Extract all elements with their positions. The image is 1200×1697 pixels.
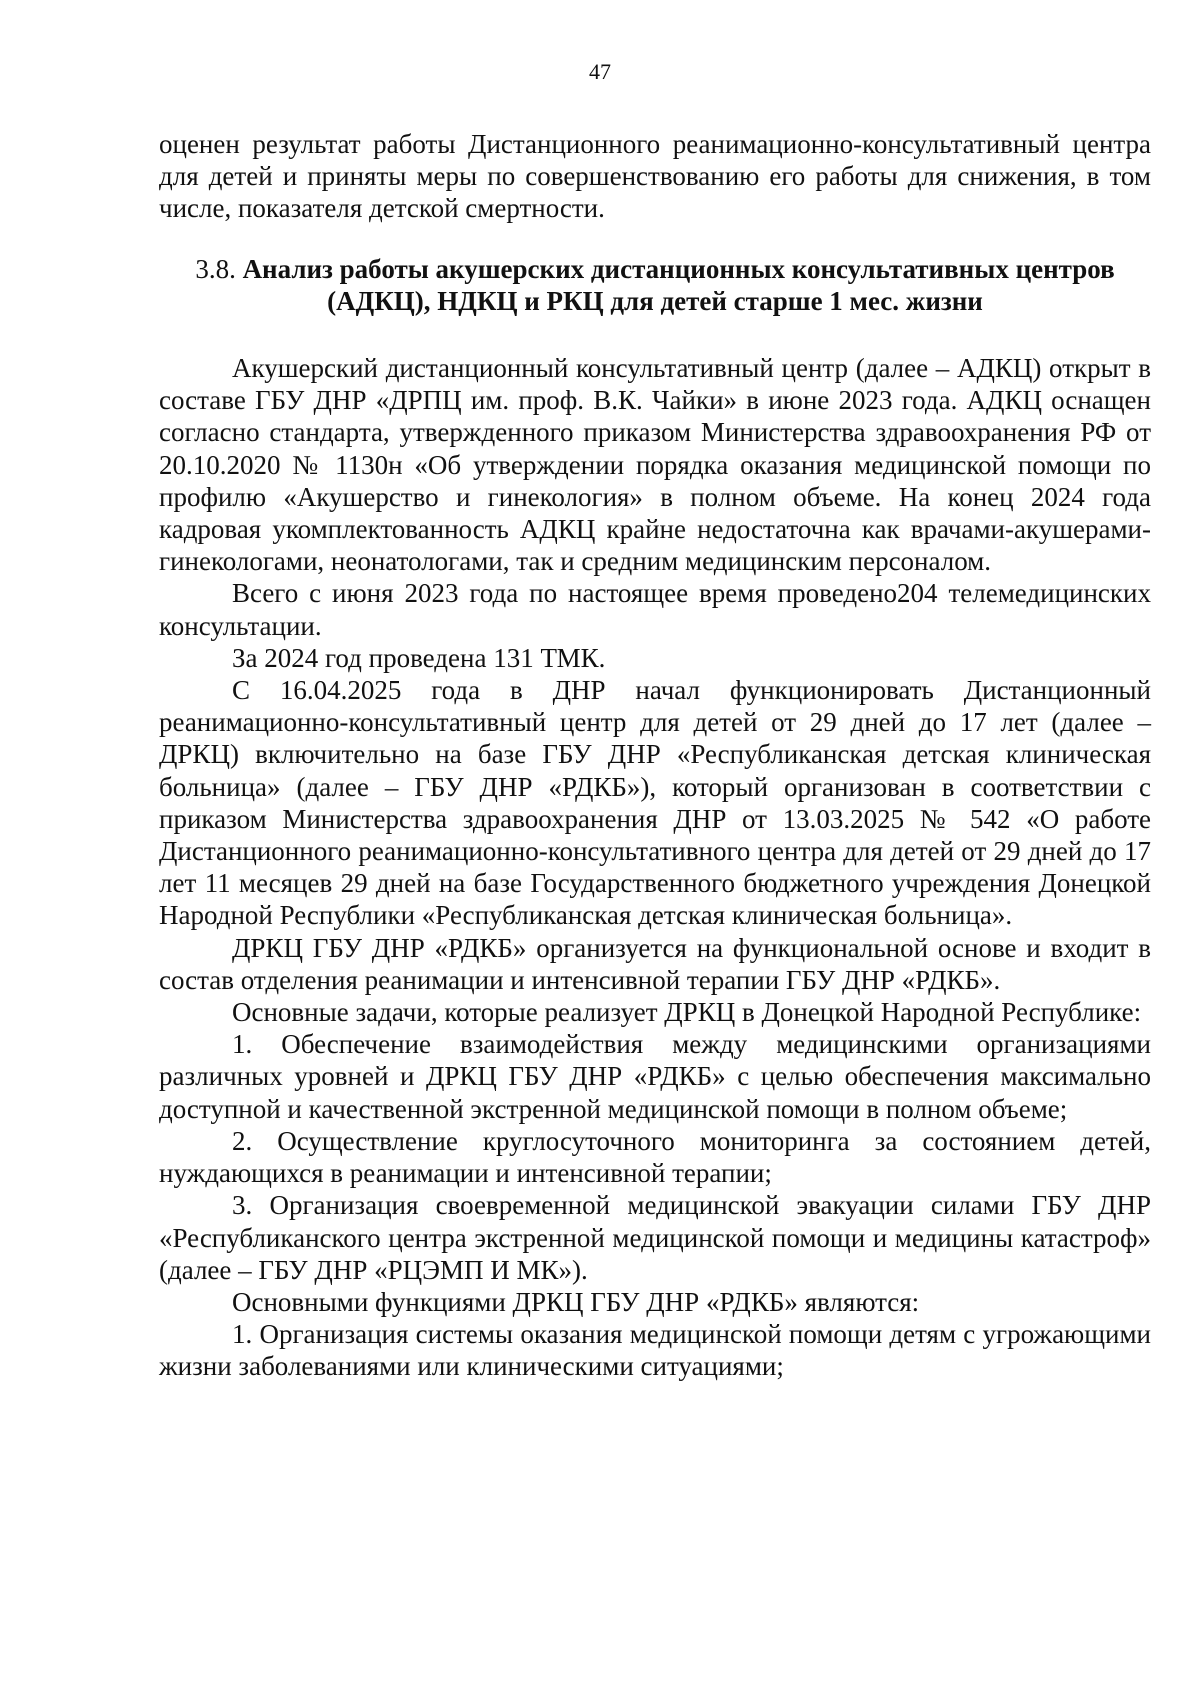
section-number: 3.8. [195,253,243,284]
paragraph-adkc-overview: Акушерский дистанционный консультативный центр (далее – АДКЦ) открыт в составе ГБУ ДНР «ДРПЦ им. проф. В.К. Чайки» в июне 2023 года. АДКЦ оснащен согласно стандарта, утвержденного приказом Министерства здравоохранения РФ от 20.10.2020 № 1130н «Об утверждении порядка оказания медицинской помощи по профилю «Акушерство и гинекология» в полном объеме. На конец 2024 года кадровая укомплектованность АДКЦ крайне недостаточна как врачами-акушерами-гинекологами, неонатологами, так и средним медицинским персоналом. [159,353,1151,577]
paragraph-consultations-total: Всего с июня 2023 года по настоящее время проведено204 телемедицинских консультации. [159,578,1151,641]
paragraph-consultations-2024: За 2024 год проведена 131 ТМК. [232,642,606,673]
paragraph-tasks-intro: Основные задачи, которые реализует ДРКЦ в Донецкой Народной Республике: [232,997,1142,1028]
paragraph-drkc-structure: ДРКЦ ГБУ ДНР «РДКБ» организуется на функциональной основе и входит в состав отделения реанимации и интенсивной терапии ГБУ ДНР «РДКБ». [159,932,1151,995]
section-heading [159,253,1151,317]
list-item-task-2: 2. Осуществление круглосуточного мониторинга за состоянием детей, нуждающихся в реанимации и интенсивной терапии; [159,1125,1151,1189]
intro-paragraph: оценен результат работы Дистанционного реанимационно-консультативный центра для детей и приняты меры по совершенствованию его работы для снижения, в том числе, показателя детской смертности. [159,129,1151,224]
paragraph-drkc-launch: С 16.04.2025 года в ДНР начал функционировать Дистанционный реанимационно-консультативный центр для детей от 29 дней до 17 лет (далее – ДРКЦ) включительно на базе ГБУ ДНР «Республиканская детская клиническая больница» (далее – ГБУ ДНР «РДКБ»), который организован в соответствии с приказом Министерства здравоохранения ДНР от 13.03.2025 № 542 «О работе Дистанционного реанимационно-консультативного центра для детей от 29 дней до 17 лет 11 месяцев 29 дней на базе Государственного бюджетного учреждения Донецкой Народной Республики «Республиканская детская клиническая больница». [159,675,1151,931]
paragraph-functions-intro: Основными функциями ДРКЦ ГБУ ДНР «РДКБ» являются: [232,1286,920,1317]
list-item-function-1: 1. Организация системы оказания медицинской помощи детям с угрожающими жизни заболеваниями или клиническими ситуациями; [159,1319,1151,1382]
page-body [159,128,1151,1383]
page-number: 47 [589,59,611,84]
section-title: Анализ работы акушерских дистанционных консультативных центров (АДКЦ), НДКЦ и РКЦ для детей старше 1 мес. жизни [242,253,1115,316]
list-item-task-1: 1. Обеспечение взаимодействия между медицинскими организациями различных уровней и ДРКЦ ГБУ ДНР «РДКБ» с целью обеспечения максимально доступной и качественной экстренной медицинской помощи в полном объеме; [159,1029,1151,1124]
list-item-task-3: 3. Организация своевременной медицинской эвакуации силами ГБУ ДНР «Республиканского центра экстренной медицинской помощи и медицины катастроф» (далее – ГБУ ДНР «РЦЭМП И МК»). [159,1190,1151,1285]
